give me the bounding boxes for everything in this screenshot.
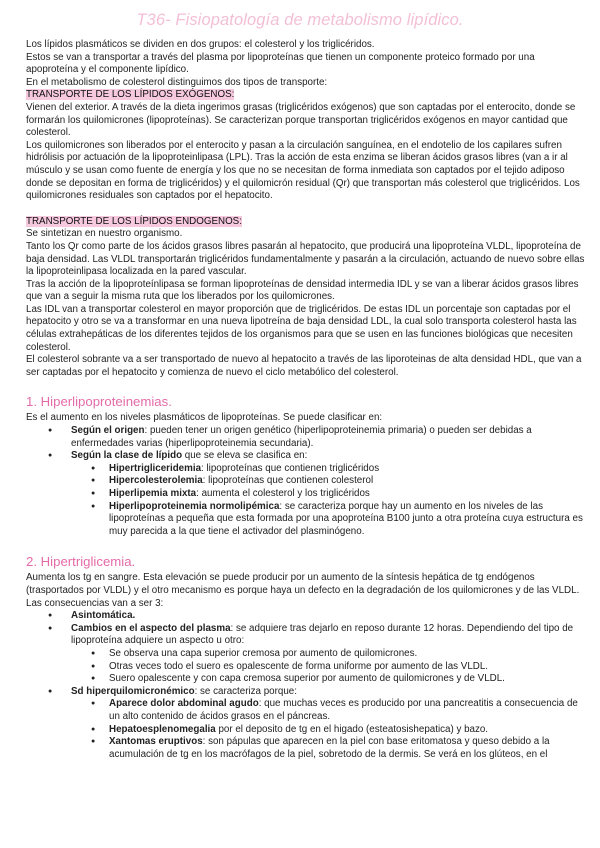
list-item: ● Aparece dolor abdominal agudo: que muchas veces es producido por una pancreatitis a consecuencia de un alto contenido de ácidos grasos en el páncreas. <box>91 698 586 723</box>
endogenous-paragraph-5: El colesterol sobrante va a ser transportado de nuevo al hepatocito a través de las liporoteinas de alta densidad HDL, que van a ser captadas por el hepatocito y comienza de nuevo el ciclo metabólico del colesterol. <box>26 354 582 378</box>
endogenous-paragraph-1: Se sintetizan en nuestro organismo. <box>26 228 183 240</box>
list-item: ● Hipercolesterolemia: lipoproteínas que contienen colesterol <box>91 475 586 488</box>
intro-line-3: En el metabolismo de colesterol distinguimos dos tipos de transporte: <box>26 76 328 88</box>
document-body <box>26 39 586 761</box>
list-item: ● Cambios en el aspecto del plasma: se adquiere tras dejarlo en reposo durante 12 horas. Dependiendo del tipo de lipoproteína adquiere un aspecto u otro: ● Se observa una capa superior cremosa por aumento de quilomicrones. ● Otras veces todo el suero es opalescente de forma uniforme por aumento de las VLDL. ● Suero opalescente y con capa cremosa superior por aumento de quilomicrones y de VLDL. <box>46 623 586 686</box>
list-item: ● Sd hiperquilomicronémico: se caracteriza porque: ● Aparece dolor abdominal agudo: que muchas veces es producido por una pancreatitis a consecuencia de un alto contenido de ácidos grasos en el páncreas. ● Hepatoesplenomegalia por el deposito de tg en el higado (esteatosishepatica) y bazo. ● Xantomas eruptivos: son pápulas que aparecen en la piel con base eritomatosa y queso debido a la acumulación de tg en los macrófagos de la piel, sobretodo de la dermis. Se verá en los glúteos, en el <box>46 686 586 762</box>
list-item: ● Xantomas eruptivos: son pápulas que aparecen en la piel con base eritomatosa y queso debido a la acumulación de tg en los macrófagos de la piel, sobretodo de la dermis. Se verá en los glúteos, en el <box>91 736 586 761</box>
list-item: ● Hiperlipemia mixta: aumenta el colesterol y los triglicéridos <box>91 488 586 501</box>
section-1-list <box>26 425 586 538</box>
list-item: ● Según la clase de lípido que se eleva se clasifica en: ● Hipertrigliceridemia: lipoproteínas que contienen triglicéridos ● Hipercolesterolemia: lipoproteínas que contienen colesterol ● Hiperlipemia mixta: aumenta el colesterol y los triglicéridos ● Hiperlipoproteinemia normolipémica: se caracteriza porque hay un aumento en los niveles de las lipoproteínas a pequeña que esta formada por una apoproteína B100 junto a otra proteína cuya estructura es muy parecida a la que tiene el activador del plasminógeno. <box>46 450 586 538</box>
consequences-list <box>26 610 586 761</box>
list-item: ● Hipertrigliceridemia: lipoproteínas que contienen triglicéridos <box>91 463 586 476</box>
list-item: ● Suero opalescente y con capa cremosa superior por aumento de quilomicrones y de VLDL. <box>91 673 586 686</box>
list-item: ● Hepatoesplenomegalia por el deposito de tg en el higado (esteatosishepatica) y bazo. <box>91 724 586 737</box>
page-title: T36- Fisiopatología de metabolismo lipídico. <box>136 11 464 29</box>
lipid-class-list <box>71 463 586 539</box>
section-2-heading: 2. Hipertriglicemia. <box>26 554 136 570</box>
endogenous-paragraph-4: Las IDL van a transportar colesterol en mayor proporción que de triglicéridos. De estas IDL un porcentaje son captadas por el hepatocito y otro se va a transformar en una nueva lipotreína de baja densidad LDL, la cual solo transporta colesterol hasta las células extrahepáticas de los diferentes tejidos de los organismos para que se usen en las funciones biológicas que necesiten colesterol. <box>26 303 577 353</box>
section-2-paragraph-1: Aumenta los tg en sangre. Esta elevación se puede producir por un aumento de la síntesis hepática de tg endógenos (trasportados por VLDL) y el otro mecanismo es porque haya un defecto en la degradación de los quilomicrones y de las VLDL. <box>26 572 580 596</box>
endogenous-paragraph-2: Tanto los Qr como parte de los ácidos grasos libres pasarán al hepatocito, que producirá una lipoproteína VLDL, lipoproteína de baja densidad. Las VLDL transportarán triglicéridos fundamentalmente y pasarán a la circulación, actuando de nuevo sobre ellas la lipoproteinlipasa localizada en la pared vascular. <box>26 240 585 278</box>
intro-line-1: Los lípidos plasmáticos se dividen en dos grupos: el colesterol y los triglicéridos. <box>26 39 375 50</box>
endogenous-paragraph-3: Tras la acción de la lipoproteínlipasa se forman lipoproteínas de densidad intermedia IDL y se van a liberar ácidos grasos libres que van a seguir la misma ruta que los liberados por los quilomicrones. <box>26 278 579 303</box>
list-item: ● Otras veces todo el suero es opalescente de forma uniforme por aumento de las VLDL. <box>91 661 586 674</box>
intro-line-2: Estos se van a transportar a través del plasma por lipoproteínas que tienen un componente proteico formado por una apoproteína y el componente lipídico. <box>26 51 535 76</box>
section-1-heading: 1. Hiperlipoproteinemias. <box>26 394 172 410</box>
list-item: ● Asintomática. <box>46 610 586 623</box>
list-item: ● Según el origen: pueden tener un origen genético (hiperlipoproteinemia primaria) o pueden ser debidas a enfermedades varias (hiperlipoproteinemia secundaria). <box>46 425 586 450</box>
endogenous-heading: TRANSPORTE DE LOS LÍPIDOS ENDOGENOS: <box>26 215 242 227</box>
plasma-aspect-list <box>71 648 586 686</box>
exogenous-paragraph-2: Los quilomicrones son liberados por el enterocito y pasan a la circulación sanguínea, en el endotelio de los capilares sufren hidrólisis por actuación de la lipoproteinlipasa (LPL). Tras la acción de esta enzima se liberan ácidos grasos libres (van a ir al músculo y se usan como fuente de energía y los que no se necesitan de forma inmediata son captados por el tejido adiposo donde se depositan en forma de triglicéridos) y el quilomicrón residual (Qr) que transportan más colesterol que triglicéridos. Los quilomicrones residuales son captados por el hepatocito. <box>26 139 580 202</box>
exogenous-heading: TRANSPORTE DE LOS LÍPIDOS EXÓGENOS: <box>26 89 235 101</box>
list-item: ● Hiperlipoproteinemia normolipémica: se caracteriza porque hay un aumento en los niveles de las lipoproteínas a pequeña que esta formada por una apoproteína B100 junto a otra proteína cuya estructura es muy parecida a la que tiene el activador del plasminógeno. <box>91 501 586 539</box>
list-item: ● Se observa una capa superior cremosa por aumento de quilomicrones. <box>91 648 586 661</box>
section-2-paragraph-2: Las consecuencias van a ser 3: <box>26 597 164 609</box>
section-1-intro: Es el aumento en los niveles plasmáticos de lipoproteínas. Se puede clasificar en: <box>26 412 383 424</box>
syndrome-features-list <box>71 698 586 761</box>
exogenous-paragraph-1: Vienen del exterior. A través de la dieta ingerimos grasas (triglicéridos exógenos) que son captadas por el enterocito, donde se formarán los quilomicrones (lipoproteínas). Se caracterizan porque transportan triglicéridos exógenos en mayor cantidad que colesterol. <box>26 101 576 139</box>
